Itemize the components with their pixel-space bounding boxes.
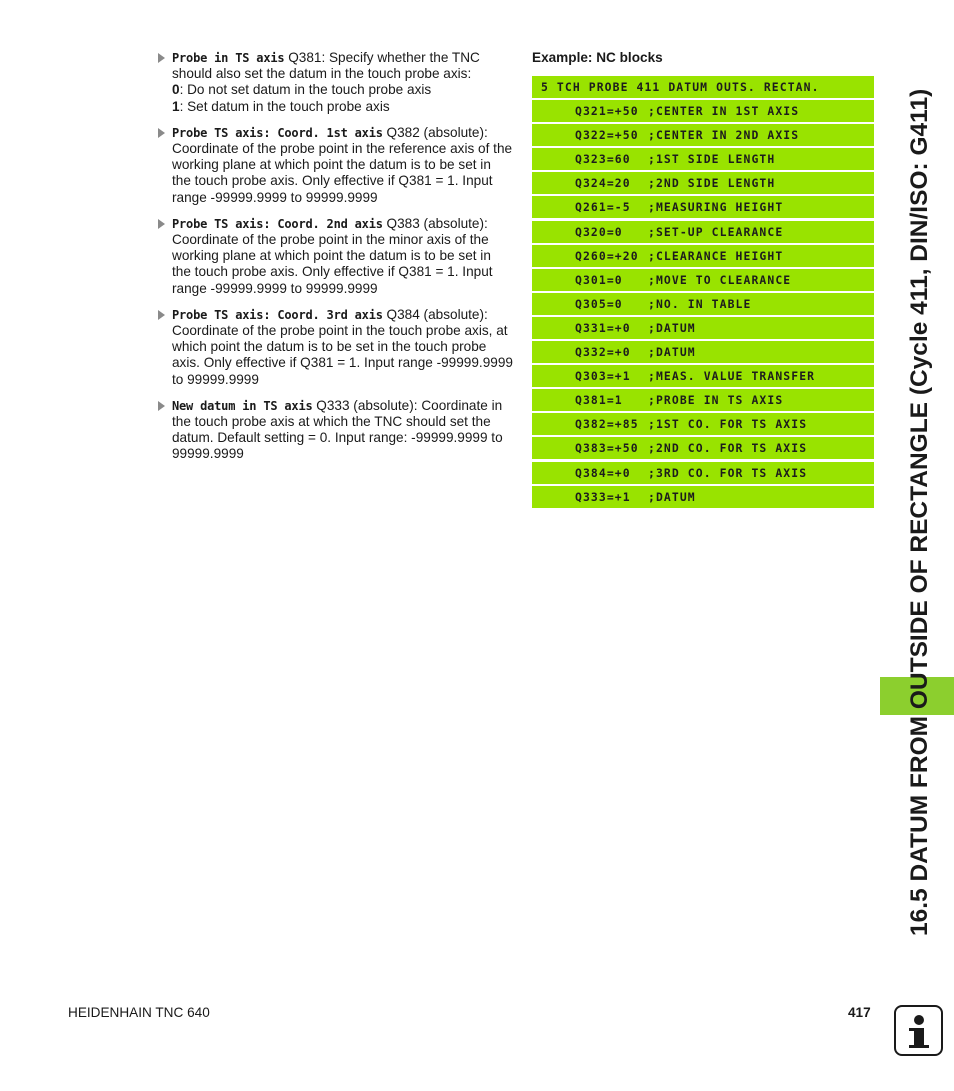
nc-block-row: [532, 341, 874, 363]
nc-block-comment: ;CENTER IN 1ST AXIS: [648, 104, 800, 119]
softkey-label: Probe in TS axis: [172, 51, 285, 65]
nc-block-comment: ;1ST SIDE LENGTH: [648, 152, 776, 167]
nc-block-code: Q384=+0: [575, 465, 631, 480]
info-icon: [894, 1005, 943, 1056]
param-probe-in-ts-axis: [158, 50, 513, 115]
softkey-label: Probe TS axis: Coord. 2nd axis: [172, 216, 383, 231]
nc-block-comment: ;1ST CO. FOR TS AXIS: [648, 417, 808, 432]
nc-block-row: [532, 100, 874, 122]
nc-block-code: Q381=1: [575, 393, 623, 408]
param-description: Q381: Specify whether the TNC should also set the datum in the touch probe axis:: [172, 50, 480, 82]
nc-block-code: Q332=+0: [575, 345, 631, 360]
nc-block-comment: ;MEASURING HEIGHT: [648, 200, 784, 215]
param-coord-2nd-axis: [158, 216, 513, 297]
nc-block-row: [532, 293, 874, 315]
nc-block-code: 5 TCH PROBE 411 DATUM OUTS. RECTAN.: [541, 80, 820, 94]
info-icon-serif-bottom: [909, 1045, 929, 1048]
nc-block-comment: ;SET-UP CLEARANCE: [648, 224, 784, 239]
nc-block-row: [532, 196, 874, 218]
nc-block-list: [532, 76, 874, 510]
nc-block-comment: ;CLEARANCE HEIGHT: [648, 248, 784, 263]
nc-block-code: Q320=0: [575, 224, 623, 239]
nc-block-comment: ;2ND CO. FOR TS AXIS: [648, 441, 808, 456]
nc-block-row: [532, 462, 874, 484]
nc-block-code: Q321=+50: [575, 104, 639, 119]
nc-block-row: [532, 437, 874, 459]
nc-block-comment: ;DATUM: [648, 345, 696, 360]
nc-block-code: Q323=60: [575, 152, 631, 167]
param-coord-3rd-axis: [158, 307, 513, 388]
option-value: 1: [172, 98, 180, 114]
nc-block-row: [532, 317, 874, 339]
nc-block-comment: ;CENTER IN 2ND AXIS: [648, 128, 800, 143]
option-text: : Do not set datum in the touch probe axis: [179, 82, 432, 98]
nc-block-code: Q301=0: [575, 272, 623, 287]
nc-block-code: Q261=-5: [575, 200, 631, 215]
nc-block-comment: ;DATUM: [648, 489, 696, 504]
triangle-bullet-icon: [158, 310, 165, 320]
nc-block-row: [532, 365, 874, 387]
nc-block-comment: ;3RD CO. FOR TS AXIS: [648, 465, 808, 480]
nc-block-code: Q305=0: [575, 296, 623, 311]
triangle-bullet-icon: [158, 128, 165, 138]
nc-block-code: Q303=+1: [575, 369, 631, 384]
nc-block-comment: ;MEAS. VALUE TRANSFER: [648, 369, 816, 384]
nc-block-comment: ;PROBE IN TS AXIS: [648, 393, 784, 408]
example-title: Example: NC blocks: [532, 50, 663, 65]
option-0: [172, 82, 513, 98]
triangle-bullet-icon: [158, 219, 165, 229]
nc-block-row: [532, 76, 874, 98]
nc-block-comment: ;MOVE TO CLEARANCE: [648, 272, 792, 287]
nc-block-comment: ;NO. IN TABLE: [648, 296, 752, 311]
param-description: Q382 (absolute): Coordinate of the probe point in the reference axis of the working plane at which point the datum is to be set in the touch probe axis. Only effective if Q381 = 1. Input range -99999.9999 to 99999.9999: [172, 124, 513, 205]
nc-block-code: Q331=+0: [575, 320, 631, 335]
parameter-list: [158, 50, 513, 473]
info-icon-dot: [914, 1015, 924, 1025]
triangle-bullet-icon: [158, 53, 165, 63]
nc-block-row: [532, 486, 874, 508]
footer-product: HEIDENHAIN TNC 640: [68, 1005, 210, 1020]
nc-block-row: [532, 148, 874, 170]
nc-block-comment: ;DATUM: [648, 320, 696, 335]
nc-block-row: [532, 413, 874, 435]
nc-block-comment: ;2ND SIDE LENGTH: [648, 176, 776, 191]
option-1: [172, 99, 513, 115]
param-new-datum: [158, 398, 513, 463]
param-coord-1st-axis: [158, 125, 513, 206]
softkey-label: Probe TS axis: Coord. 3rd axis: [172, 307, 383, 322]
nc-block-row: [532, 245, 874, 267]
nc-block-code: Q383=+50: [575, 441, 639, 456]
info-icon-serif-top: [909, 1028, 915, 1031]
nc-block-code: Q322=+50: [575, 128, 639, 143]
page-number: 417: [848, 1005, 871, 1020]
chapter-title: 16.5 DATUM FROM OUTSIDE OF RECTANGLE (Cycle 411, DIN/ISO: G411): [906, 88, 933, 936]
param-description: Q383 (absolute): Coordinate of the probe point in the minor axis of the working plane at which point the datum is to be set in the touch probe axis. Only effective if Q381 = 1. Input range -99999.9999 to 99999.9999: [172, 215, 493, 296]
nc-block-code: Q333=+1: [575, 489, 631, 504]
nc-block-row: [532, 124, 874, 146]
softkey-label: New datum in TS axis: [172, 398, 313, 413]
nc-block-code: Q324=20: [575, 176, 631, 191]
nc-block-code: Q260=+20: [575, 248, 639, 263]
option-value: 0: [172, 82, 180, 98]
param-description: Q333 (absolute): Coordinate in the touch probe axis at which the TNC should set the datum. Default setting = 0. Input range: -99999.9999 to 99999.9999: [172, 397, 503, 462]
param-description: Q384 (absolute): Coordinate of the probe point in the touch probe axis, at which point the datum is to be set in the touch probe axis. Only effective if Q381 = 1. Input range -99999.9999 to 99999.9999: [172, 306, 513, 387]
triangle-bullet-icon: [158, 401, 165, 411]
nc-block-code: Q382=+85: [575, 417, 639, 432]
nc-block-row: [532, 172, 874, 194]
chapter-title-container: [895, 30, 945, 936]
nc-block-row: [532, 269, 874, 291]
option-text: : Set datum in the touch probe axis: [179, 98, 390, 114]
softkey-label: Probe TS axis: Coord. 1st axis: [172, 125, 383, 140]
nc-block-row: [532, 389, 874, 411]
nc-block-row: [532, 221, 874, 243]
